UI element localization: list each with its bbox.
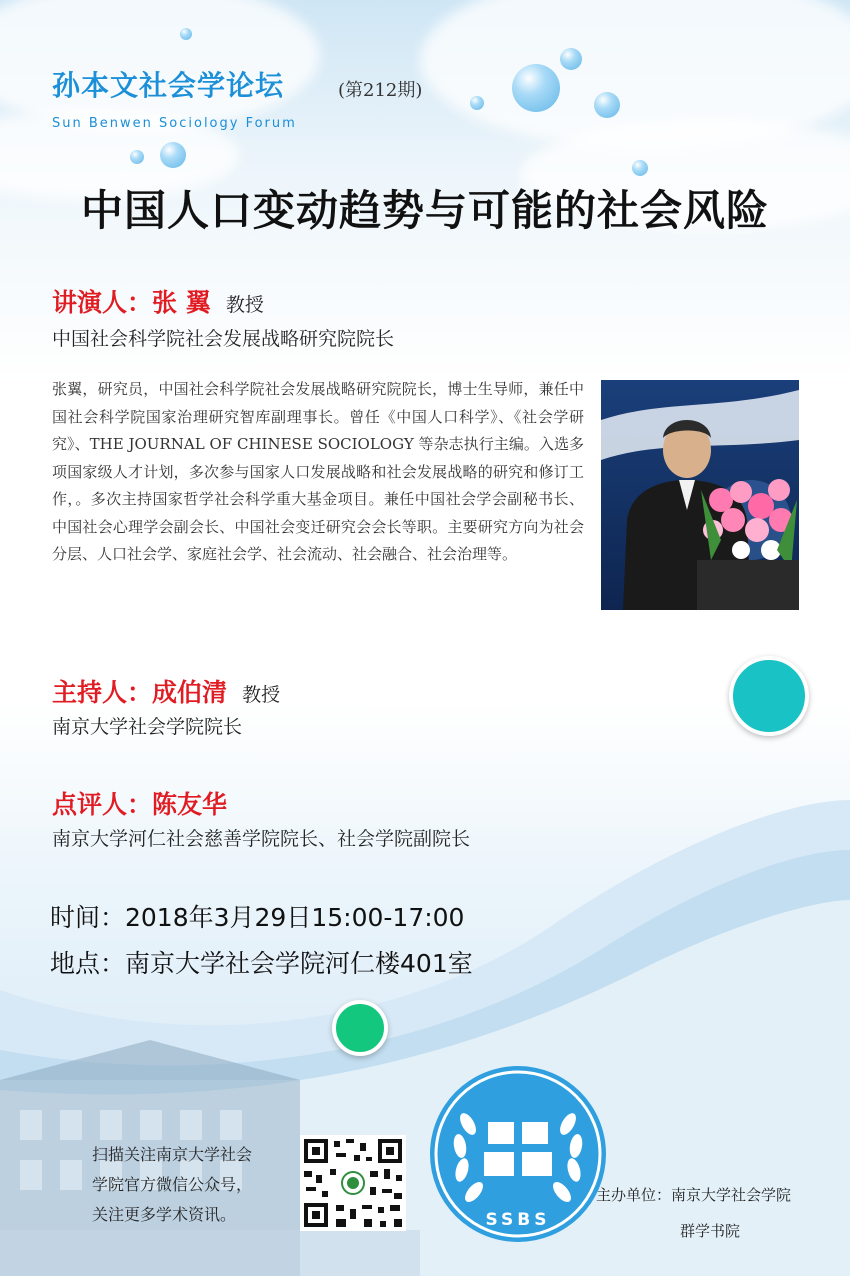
event-time: 时间：2018年3月29日15:00-17:00 <box>50 903 465 932</box>
speaker-affiliation: 中国社会科学院社会发展战略研究院院长 <box>52 328 395 350</box>
teal-circle-decoration <box>729 656 809 736</box>
commentator-affiliation: 南京大学河仁社会慈善学院院长、社会学院副院长 <box>52 828 471 850</box>
host-role-label: 主持人：成伯清 <box>52 678 228 707</box>
host-heading <box>52 673 280 709</box>
speaker-title: 教授 <box>225 294 264 316</box>
commentator-role-label: 点评人：陈友华 <box>52 790 228 819</box>
organizer-line-2: 群学书院 <box>680 1222 741 1240</box>
bubble-decoration <box>180 28 192 40</box>
forum-title: 孙本文社会学论坛 <box>52 69 285 102</box>
wechat-qr-code[interactable] <box>300 1135 406 1231</box>
bubble-decoration <box>512 64 560 112</box>
bubble-decoration <box>560 48 582 70</box>
bubble-decoration <box>470 96 484 110</box>
bubble-decoration <box>130 150 144 164</box>
logo-text: SSBS <box>485 1210 551 1230</box>
wechat-scan-text <box>92 1140 292 1230</box>
speaker-heading <box>52 283 264 319</box>
bubble-decoration <box>160 142 186 168</box>
commentator-heading <box>52 785 227 821</box>
forum-issue: (第212期) <box>338 80 423 101</box>
event-place: 地点：南京大学社会学院河仁楼401室 <box>50 949 473 978</box>
lecture-title: 中国人口变动趋势与可能的社会风险 <box>80 186 769 235</box>
bubble-decoration <box>594 92 620 118</box>
ssbs-logo <box>428 1064 608 1248</box>
scan-line-1: 扫描关注南京大学社会 <box>92 1145 253 1164</box>
scan-line-3: 关注更多学术资讯。 <box>92 1205 237 1224</box>
speaker-photo <box>601 380 799 610</box>
organizer-line-1: 主办单位：南京大学社会学院 <box>596 1186 792 1204</box>
bubble-decoration <box>632 160 648 176</box>
scan-line-2: 学院官方微信公众号， <box>92 1175 253 1194</box>
green-circle-decoration <box>332 1000 388 1056</box>
host-title: 教授 <box>242 684 281 706</box>
forum-title-english: Sun Benwen Sociology Forum <box>52 116 297 131</box>
speaker-bio: 张翼，研究员，中国社会科学院社会发展战略研究院院长，博士生导师，兼任中国社会科学院国家治理研究智库副理事长。曾任《中国人口科学》、《社会学研究》、THE JOURNAL OF CHINESE SOCIOLOGY 等杂志执行主编。入选多项国家级人才计划，多次参与国家人口发展战略和社会发展战略的研究和修订工作，。多次主持国家哲学社会科学重大基金项目。兼任中国社会学会副秘书长、中国社会心理学会副会长、中国社会变迁研究会会长等职。主要研究方向为社会分层、人口社会学、家庭社会学、社会流动、社会融合、社会治理等。 <box>52 380 584 563</box>
host-affiliation: 南京大学社会学院院长 <box>52 716 243 738</box>
speaker-role-label: 讲演人：张 翼 <box>52 288 211 317</box>
